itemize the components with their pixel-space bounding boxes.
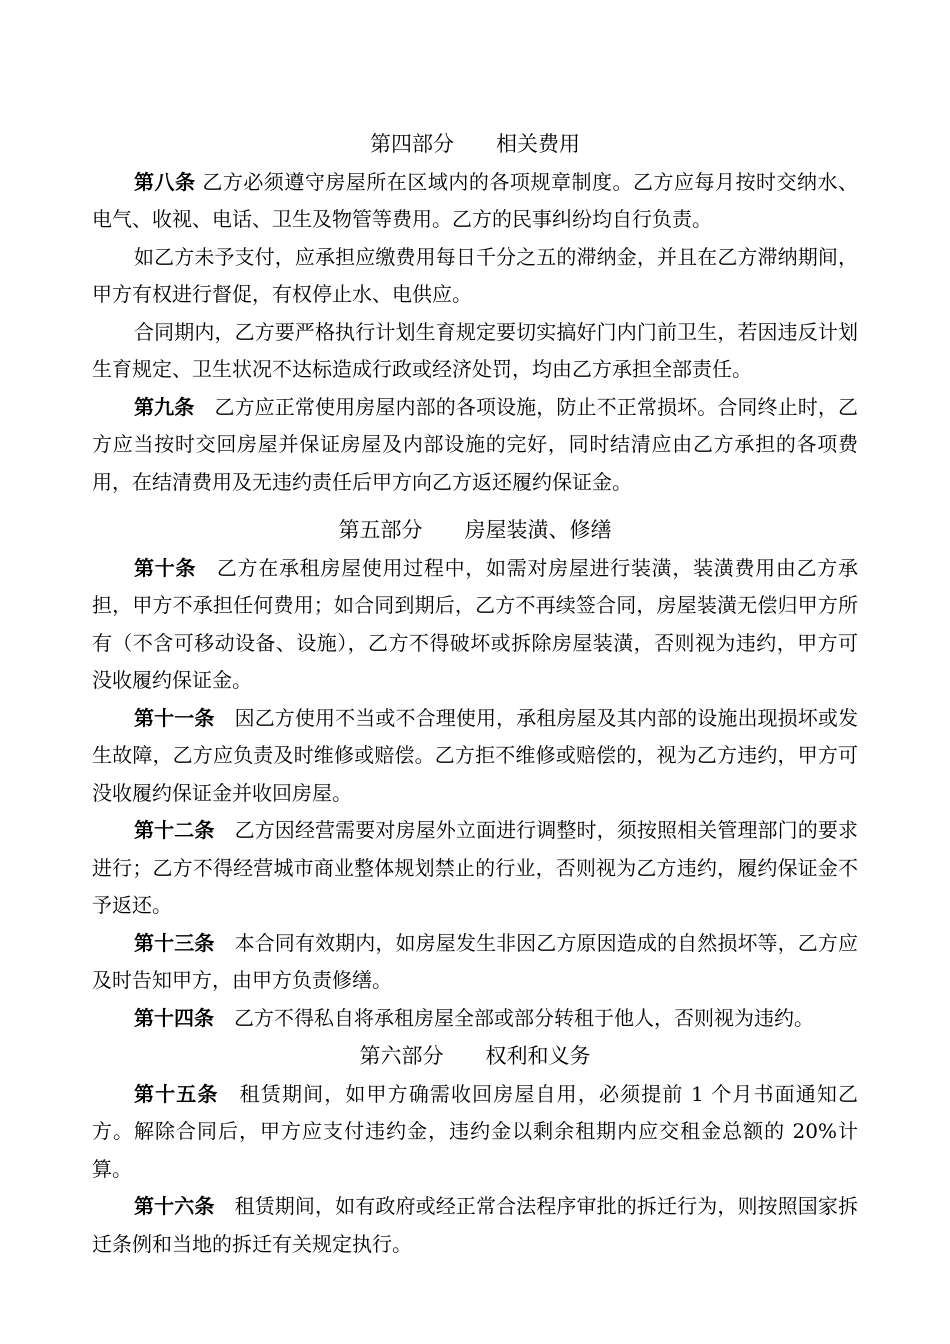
article-number: 第十六条 bbox=[134, 1194, 215, 1218]
article-paragraph bbox=[92, 1076, 858, 1189]
article-number: 第九条 bbox=[134, 394, 195, 419]
section-heading: 第六部分 权利和义务 bbox=[359, 1044, 591, 1068]
article-paragraph bbox=[92, 812, 858, 925]
article-number: 第十条 bbox=[134, 555, 197, 580]
article-text: 本合同有效期内，如房屋发生非因乙方原因造成的自然损坏等，乙方应及时告知甲方，由甲方负责修缮。 bbox=[92, 930, 859, 992]
article-paragraph bbox=[92, 700, 858, 813]
article-text: 乙方因经营需要对房屋外立面进行调整时，须按照相关管理部门的要求进行；乙方不得经营城市商业整体规划禁止的行业，否则视为乙方违约，履约保证金不予返还。 bbox=[92, 818, 859, 917]
section-5 bbox=[92, 512, 858, 1037]
article-paragraph bbox=[92, 389, 858, 502]
article-number: 第十四条 bbox=[134, 1005, 214, 1030]
article-text: 租赁期间，如甲方确需收回房屋自用，必须提前 1 个月书面通知乙方。解除合同后，甲方应支付违约金，违约金以剩余租期内应交租金总额的 20%计算。 bbox=[92, 1081, 858, 1181]
article-number: 第十一条 bbox=[134, 705, 215, 730]
article-text: 如乙方未予支付，应承担应缴费用每日千分之五的滞纳金，并且在乙方滞纳期间，甲方有权进行督促，有权停止水、电供应。 bbox=[92, 244, 858, 306]
article-paragraph bbox=[92, 239, 858, 314]
article-text: 因乙方使用不当或不合理使用，承租房屋及其内部的设施出现损坏或发生故障，乙方应负责及时维修或赔偿。乙方拒不维修或赔偿的，视为乙方违约，甲方可没收履约保证金并收回房屋。 bbox=[92, 705, 859, 805]
article-paragraph bbox=[92, 1188, 858, 1263]
article-paragraph bbox=[92, 550, 858, 700]
article-number: 第十五条 bbox=[134, 1081, 219, 1106]
article-paragraph bbox=[92, 164, 858, 239]
article-paragraph bbox=[92, 314, 858, 389]
article-number: 第十二条 bbox=[134, 818, 215, 842]
section-4 bbox=[92, 126, 858, 501]
article-text: 乙方应正常使用房屋内部的各项设施，防止不正常损坏。合同终止时，乙方应当按时交回房屋并保证房屋及内部设施的完好，同时结清应由乙方承担的各项费用，在结清费用及无违约责任后甲方向乙方返还履约保证金。 bbox=[92, 394, 859, 494]
article-text: 乙方在承租房屋使用过程中，如需对房屋进行装潢，装潢费用由乙方承担，甲方不承担任何费用；如合同到期后，乙方不再续签合同，房屋装潢无偿归甲方所有（不含可移动设备、设施），乙方不得破坏或拆除房屋装潢，否则视为违约，甲方可没收履约保证金。 bbox=[92, 555, 859, 692]
article-paragraph bbox=[92, 925, 858, 1000]
article-text: 乙方必须遵守房屋所在区域内的各项规章制度。乙方应每月按时交纳水、电气、收视、电话、卫生及物管等费用。乙方的民事纠纷均自行负责。 bbox=[92, 169, 859, 231]
article-text: 租赁期间，如有政府或经正常合法程序审批的拆迁行为，则按照国家拆迁条例和当地的拆迁有关规定执行。 bbox=[92, 1194, 859, 1256]
article-number: 第十三条 bbox=[134, 930, 215, 955]
article-number: 第八条 bbox=[134, 169, 196, 194]
section-6 bbox=[92, 1038, 858, 1263]
article-paragraph bbox=[92, 1000, 858, 1038]
section-heading: 第四部分 相关费用 bbox=[370, 132, 580, 156]
article-text: 乙方不得私自将承租房屋全部或部分转租于他人，否则视为违约。 bbox=[214, 1005, 814, 1030]
section-heading: 第五部分 房屋装潢、修缮 bbox=[338, 518, 612, 542]
article-text: 合同期内，乙方要严格执行计划生育规定要切实搞好门内门前卫生，若因违反计划生育规定、卫生状况不达标造成行政或经济处罚，均由乙方承担全部责任。 bbox=[92, 319, 858, 381]
